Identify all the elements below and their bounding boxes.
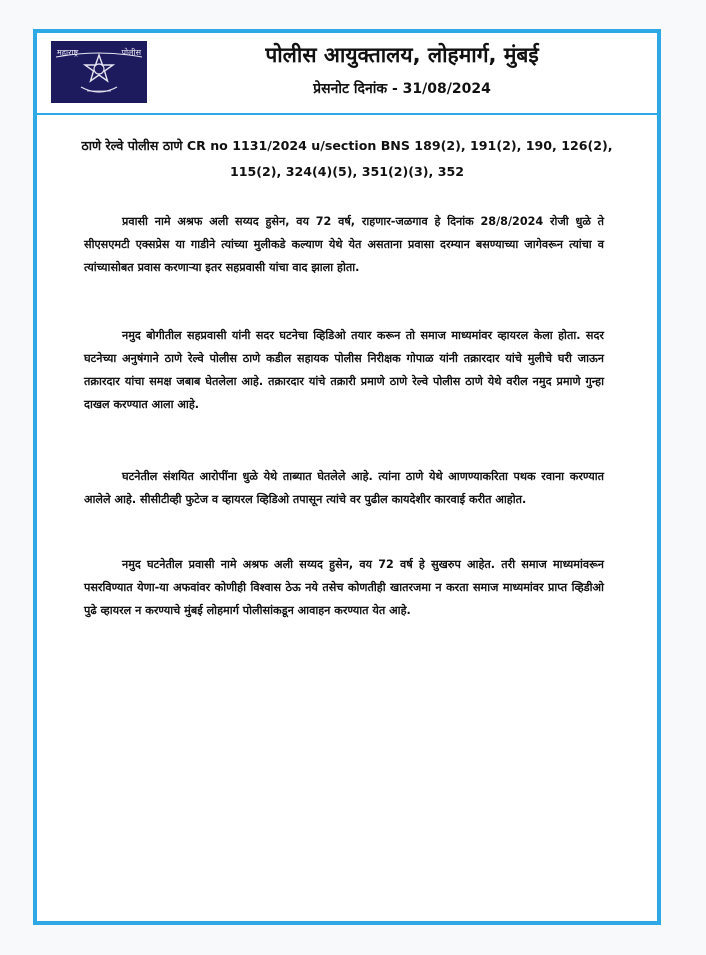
case-reference-line-2: 115(2), 324(4)(5), 351(2)(3), 352 <box>229 164 465 179</box>
logo-label-left: महाराष्ट्र <box>57 48 79 57</box>
police-logo <box>51 41 147 103</box>
letterhead <box>37 33 657 115</box>
press-note-date: प्रेसनोट दिनांक - 31/08/2024 <box>313 81 491 97</box>
paragraph-2: नमुद बोगीतील सहप्रवासी यांनी सदर घटनेचा व्हिडिओ तयार करून तो समाज माध्यमांवर व्हायरल केला होता. सदर घटनेच्या अनुषंगाने ठाणे रेल्वे पोलीस ठाणे कडील सहायक पोलीस निरीक्षक गोपाळ यांनी तक्रारदार यांचे मुलीचे घरी जाऊन तक्रारदार यांचा समक्ष जबाब घेतलेला आहे. तक्रारदार यांचे तक्रारी प्रमाणे ठाणे रेल्वे पोलीस ठाणे येथे वरील नमुद प्रमाणे गुन्हा दाखल करण्यात आला आहे. <box>84 329 604 411</box>
paragraph-3: घटनेतील संशयित आरोपींना धुळे येथे ताब्यात घेतलेले आहे. त्यांना ठाणे येथे आणण्याकरिता पथक रवाना करण्यात आलेले आहे. सीसीटीव्ही फुटेज व व्हायरल व्हिडिओ तपासून त्यांचे वर पुढील कायदेशीर कारवाई करीत आहोत. <box>84 470 604 506</box>
paragraph-1: प्रवासी नामे अश्रफ अली सय्यद हुसेन, वय 72 वर्ष, राहणार-जळगाव हे दिनांक 28/8/2024 रोजी धुळे ते सीएसएमटी एक्सप्रेस या गाडीने त्यांच्या मुलीकडे कल्याण येथे येत असताना प्रवासा दरम्यान बसण्याच्या जागेवरून त्यांचा व त्यांच्यासोबत प्रवास करणाऱ्या इतर सहप्रवासी यांचा वाद झाला होता. <box>84 215 604 274</box>
paragraph-4: नमुद घटनेतील प्रवासी नामे अश्रफ अली सय्यद हुसेन, वय 72 वर्ष हे सुखरुप आहेत. तरी समाज माध्यमांवरून पसरविण्यात येणा-या अफवांवर कोणीही विश्वास ठेऊ नये तसेच कोणतीही खातरजमा न करता समाज माध्यमांवर प्राप्त व्हिडीओ पुढे व्हायरल न करण्याचे मुंबई लोहमार्ग पोलीसांकडून आवाहन करण्यात येत आहे. <box>84 558 604 617</box>
document-frame <box>33 29 661 925</box>
police-star-emblem-icon <box>51 41 147 103</box>
logo-label-right: पोलीस <box>121 48 141 57</box>
office-title: पोलीस आयुक्तालय, लोहमार्ग, मुंबई <box>265 43 539 67</box>
case-reference-line-1: ठाणे रेल्वे पोलीस ठाणे CR no 1131/2024 u/section BNS 189(2), 191(2), 190, 126(2), <box>81 138 613 153</box>
case-reference <box>57 133 637 185</box>
